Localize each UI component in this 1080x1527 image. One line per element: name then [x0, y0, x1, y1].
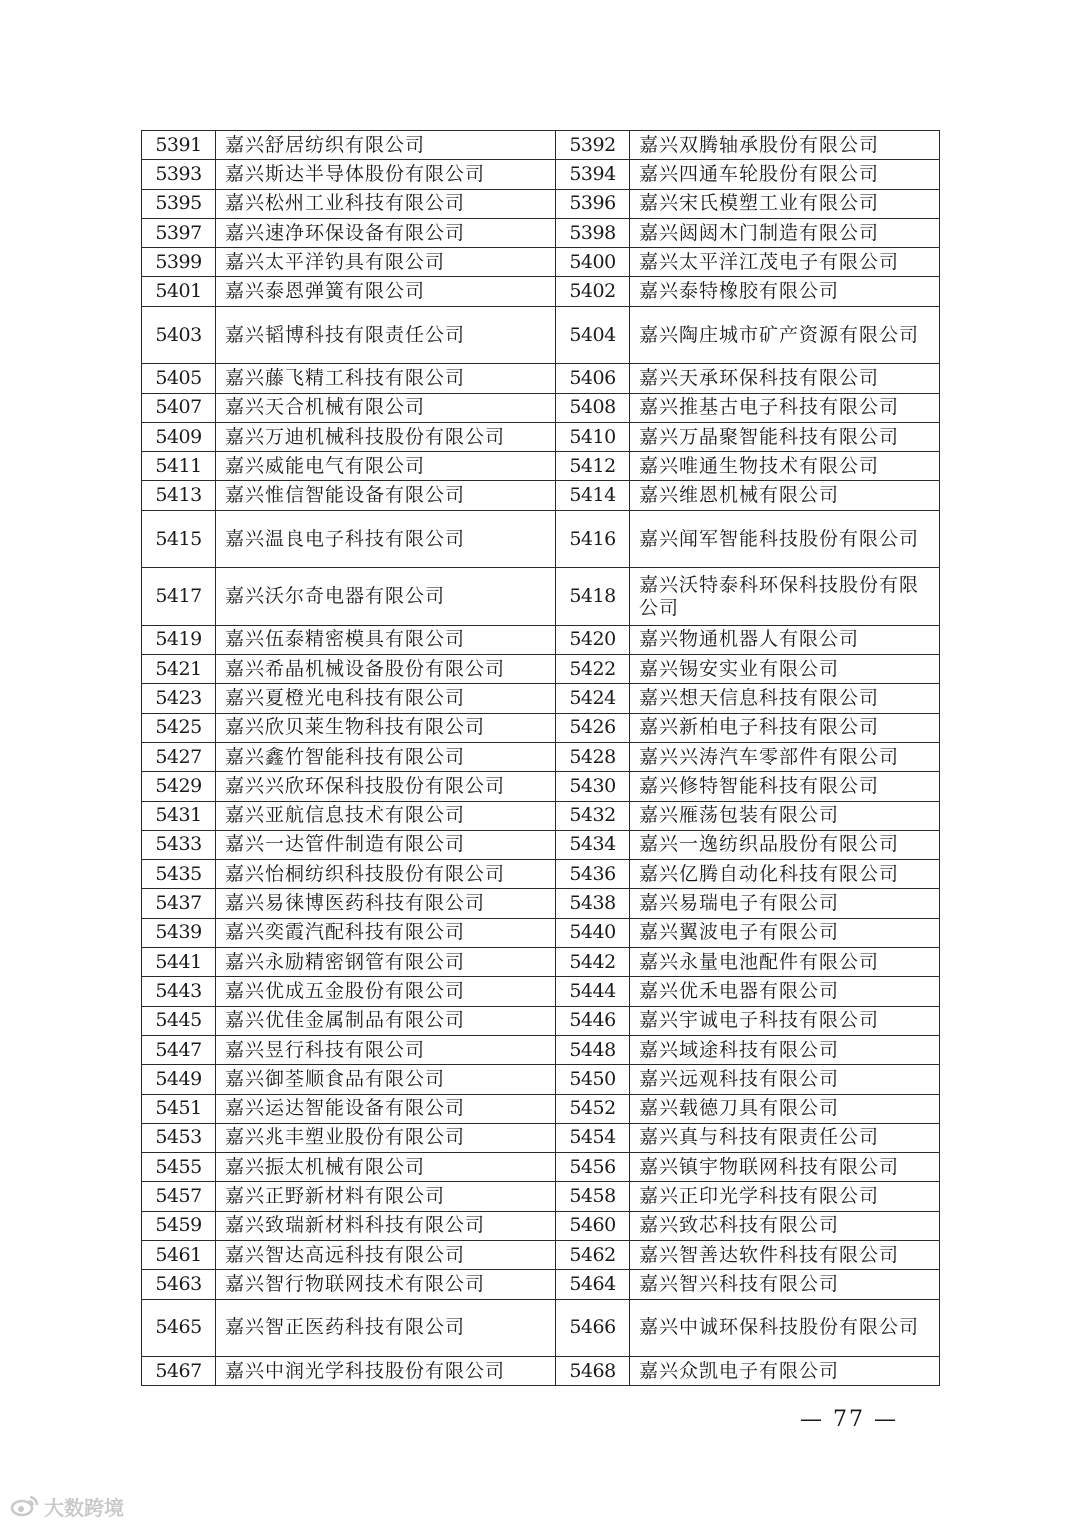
entry-number: 5447 — [142, 1035, 216, 1064]
entry-number: 5412 — [556, 452, 630, 481]
company-name: 嘉兴欣贝莱生物科技有限公司 — [216, 713, 556, 742]
table-row — [142, 1035, 940, 1064]
table-row — [142, 160, 940, 189]
company-name: 嘉兴一逸纺织品股份有限公司 — [630, 830, 940, 859]
company-name: 嘉兴万晶聚智能科技有限公司 — [630, 422, 940, 451]
company-name: 嘉兴真与科技有限责任公司 — [630, 1123, 940, 1152]
table-row — [142, 481, 940, 510]
weibo-logo-icon — [10, 1494, 40, 1518]
entry-number: 5445 — [142, 1006, 216, 1035]
table-row — [142, 364, 940, 393]
table-row — [142, 568, 940, 626]
entry-number: 5449 — [142, 1065, 216, 1094]
entry-number: 5394 — [556, 160, 630, 189]
entry-number: 5399 — [142, 248, 216, 277]
page-number: — 77 — — [800, 1407, 898, 1432]
table-row — [142, 860, 940, 889]
company-name: 嘉兴正野新材料有限公司 — [216, 1182, 556, 1211]
table-row — [142, 1211, 940, 1240]
company-name: 嘉兴智善达软件科技有限公司 — [630, 1241, 940, 1270]
company-name: 嘉兴速净环保设备有限公司 — [216, 218, 556, 247]
company-name: 嘉兴藤飞精工科技有限公司 — [216, 364, 556, 393]
entry-number: 5429 — [142, 772, 216, 801]
company-name: 嘉兴致芯科技有限公司 — [630, 1211, 940, 1240]
entry-number: 5417 — [142, 568, 216, 626]
entry-number: 5408 — [556, 393, 630, 422]
company-name: 嘉兴中润光学科技股份有限公司 — [216, 1357, 556, 1386]
table-row — [142, 742, 940, 771]
entry-number: 5444 — [556, 977, 630, 1006]
company-name: 嘉兴怡桐纺织科技股份有限公司 — [216, 860, 556, 889]
entry-number: 5396 — [556, 189, 630, 218]
table-row — [142, 131, 940, 160]
entry-number: 5440 — [556, 918, 630, 947]
company-name: 嘉兴一达管件制造有限公司 — [216, 830, 556, 859]
table-row — [142, 510, 940, 568]
entry-number: 5407 — [142, 393, 216, 422]
entry-number: 5398 — [556, 218, 630, 247]
entry-number: 5411 — [142, 452, 216, 481]
company-name: 嘉兴昱行科技有限公司 — [216, 1035, 556, 1064]
company-name: 嘉兴物通机器人有限公司 — [630, 625, 940, 654]
entry-number: 5434 — [556, 830, 630, 859]
company-name: 嘉兴修特智能科技有限公司 — [630, 772, 940, 801]
company-name: 嘉兴智行物联网技术有限公司 — [216, 1270, 556, 1299]
company-name: 嘉兴沃特泰科环保科技股份有限公司 — [630, 568, 940, 626]
table-row — [142, 277, 940, 306]
entry-number: 5454 — [556, 1123, 630, 1152]
entry-number: 5446 — [556, 1006, 630, 1035]
entry-number: 5443 — [142, 977, 216, 1006]
company-name: 嘉兴惟信智能设备有限公司 — [216, 481, 556, 510]
entry-number: 5451 — [142, 1094, 216, 1123]
company-name: 嘉兴新柏电子科技有限公司 — [630, 713, 940, 742]
company-name: 嘉兴斯达半导体股份有限公司 — [216, 160, 556, 189]
company-name: 嘉兴优禾电器有限公司 — [630, 977, 940, 1006]
company-name: 嘉兴中诚环保科技股份有限公司 — [630, 1299, 940, 1357]
company-name: 嘉兴振太机械有限公司 — [216, 1153, 556, 1182]
company-name: 嘉兴运达智能设备有限公司 — [216, 1094, 556, 1123]
company-name: 嘉兴万迪机械科技股份有限公司 — [216, 422, 556, 451]
entry-number: 5421 — [142, 655, 216, 684]
company-name: 嘉兴闻军智能科技股份有限公司 — [630, 510, 940, 568]
watermark-text: 大数跨境 — [44, 1495, 124, 1520]
company-name: 嘉兴天合机械有限公司 — [216, 393, 556, 422]
table-row — [142, 1094, 940, 1123]
company-name: 嘉兴陶庄城市矿产资源有限公司 — [630, 306, 940, 364]
watermark — [10, 1492, 124, 1520]
company-name: 嘉兴致瑞新材料科技有限公司 — [216, 1211, 556, 1240]
table-row — [142, 830, 940, 859]
company-name: 嘉兴泰特橡胶有限公司 — [630, 277, 940, 306]
entry-number: 5401 — [142, 277, 216, 306]
table-row — [142, 1299, 940, 1357]
company-name: 嘉兴智正医药科技有限公司 — [216, 1299, 556, 1357]
company-name: 嘉兴兴欣环保科技股份有限公司 — [216, 772, 556, 801]
entry-number: 5441 — [142, 948, 216, 977]
entry-number: 5437 — [142, 889, 216, 918]
table-row — [142, 1006, 940, 1035]
company-name: 嘉兴远观科技有限公司 — [630, 1065, 940, 1094]
entry-number: 5455 — [142, 1153, 216, 1182]
company-name: 嘉兴泰恩弹簧有限公司 — [216, 277, 556, 306]
entry-number: 5400 — [556, 248, 630, 277]
entry-number: 5410 — [556, 422, 630, 451]
entry-number: 5466 — [556, 1299, 630, 1357]
entry-number: 5424 — [556, 684, 630, 713]
entry-number: 5403 — [142, 306, 216, 364]
company-name: 嘉兴雁荡包装有限公司 — [630, 801, 940, 830]
company-name: 嘉兴宇诚电子科技有限公司 — [630, 1006, 940, 1035]
company-name: 嘉兴优佳金属制品有限公司 — [216, 1006, 556, 1035]
table-row — [142, 1270, 940, 1299]
entry-number: 5448 — [556, 1035, 630, 1064]
company-name: 嘉兴双腾轴承股份有限公司 — [630, 131, 940, 160]
entry-number: 5460 — [556, 1211, 630, 1240]
company-name: 嘉兴正印光学科技有限公司 — [630, 1182, 940, 1211]
entry-number: 5395 — [142, 189, 216, 218]
company-name: 嘉兴沃尔奇电器有限公司 — [216, 568, 556, 626]
entry-number: 5435 — [142, 860, 216, 889]
company-name: 嘉兴唯通生物技术有限公司 — [630, 452, 940, 481]
entry-number: 5442 — [556, 948, 630, 977]
entry-number: 5433 — [142, 830, 216, 859]
entry-number: 5426 — [556, 713, 630, 742]
entry-number: 5402 — [556, 277, 630, 306]
table-row — [142, 1357, 940, 1386]
entry-number: 5423 — [142, 684, 216, 713]
company-name: 嘉兴天承环保科技有限公司 — [630, 364, 940, 393]
company-name: 嘉兴域途科技有限公司 — [630, 1035, 940, 1064]
company-name: 嘉兴御荃顺食品有限公司 — [216, 1065, 556, 1094]
company-name: 嘉兴舒居纺织有限公司 — [216, 131, 556, 160]
company-name: 嘉兴翼波电子有限公司 — [630, 918, 940, 947]
company-name: 嘉兴推基古电子科技有限公司 — [630, 393, 940, 422]
company-name: 嘉兴锡安实业有限公司 — [630, 655, 940, 684]
company-name: 嘉兴威能电气有限公司 — [216, 452, 556, 481]
company-name: 嘉兴兆丰塑业股份有限公司 — [216, 1123, 556, 1152]
table-row — [142, 772, 940, 801]
table-row — [142, 1123, 940, 1152]
company-name: 嘉兴闼闼木门制造有限公司 — [630, 218, 940, 247]
table-row — [142, 1182, 940, 1211]
entry-number: 5468 — [556, 1357, 630, 1386]
company-name: 嘉兴兴涛汽车零部件有限公司 — [630, 742, 940, 771]
entry-number: 5456 — [556, 1153, 630, 1182]
table-row — [142, 713, 940, 742]
company-name: 嘉兴韬博科技有限责任公司 — [216, 306, 556, 364]
company-name: 嘉兴亿腾自动化科技有限公司 — [630, 860, 940, 889]
entry-number: 5465 — [142, 1299, 216, 1357]
table-row — [142, 948, 940, 977]
entry-number: 5461 — [142, 1241, 216, 1270]
table-row — [142, 452, 940, 481]
entry-number: 5415 — [142, 510, 216, 568]
table-row — [142, 684, 940, 713]
entry-number: 5463 — [142, 1270, 216, 1299]
entry-number: 5450 — [556, 1065, 630, 1094]
entry-number: 5393 — [142, 160, 216, 189]
entry-number: 5458 — [556, 1182, 630, 1211]
company-name: 嘉兴奕霞汽配科技有限公司 — [216, 918, 556, 947]
entry-number: 5418 — [556, 568, 630, 626]
company-name: 嘉兴四通车轮股份有限公司 — [630, 160, 940, 189]
entry-number: 5427 — [142, 742, 216, 771]
entry-number: 5459 — [142, 1211, 216, 1240]
entry-number: 5419 — [142, 625, 216, 654]
entry-number: 5391 — [142, 131, 216, 160]
table-row — [142, 918, 940, 947]
entry-number: 5430 — [556, 772, 630, 801]
entry-number: 5414 — [556, 481, 630, 510]
company-name: 嘉兴松州工业科技有限公司 — [216, 189, 556, 218]
table-row — [142, 393, 940, 422]
entry-number: 5467 — [142, 1357, 216, 1386]
entry-number: 5413 — [142, 481, 216, 510]
table-row — [142, 1065, 940, 1094]
entry-number: 5416 — [556, 510, 630, 568]
company-name: 嘉兴易瑞电子有限公司 — [630, 889, 940, 918]
entry-number: 5438 — [556, 889, 630, 918]
company-name: 嘉兴想天信息科技有限公司 — [630, 684, 940, 713]
table-row — [142, 889, 940, 918]
company-name: 嘉兴宋氏模塑工业有限公司 — [630, 189, 940, 218]
entry-number: 5422 — [556, 655, 630, 684]
company-name: 嘉兴鑫竹智能科技有限公司 — [216, 742, 556, 771]
company-name: 嘉兴众凯电子有限公司 — [630, 1357, 940, 1386]
company-name: 嘉兴优成五金股份有限公司 — [216, 977, 556, 1006]
company-name: 嘉兴太平洋江茂电子有限公司 — [630, 248, 940, 277]
entry-number: 5439 — [142, 918, 216, 947]
company-name: 嘉兴伍泰精密模具有限公司 — [216, 625, 556, 654]
entry-number: 5404 — [556, 306, 630, 364]
company-list-table — [141, 130, 940, 1386]
entry-number: 5425 — [142, 713, 216, 742]
company-name: 嘉兴永量电池配件有限公司 — [630, 948, 940, 977]
company-name: 嘉兴智达高远科技有限公司 — [216, 1241, 556, 1270]
company-name: 嘉兴温良电子科技有限公司 — [216, 510, 556, 568]
entry-number: 5431 — [142, 801, 216, 830]
table-row — [142, 801, 940, 830]
entry-number: 5420 — [556, 625, 630, 654]
table-row — [142, 422, 940, 451]
entry-number: 5436 — [556, 860, 630, 889]
company-name: 嘉兴智兴科技有限公司 — [630, 1270, 940, 1299]
entry-number: 5409 — [142, 422, 216, 451]
table-row — [142, 1153, 940, 1182]
entry-number: 5453 — [142, 1123, 216, 1152]
entry-number: 5428 — [556, 742, 630, 771]
table-row — [142, 1241, 940, 1270]
company-name: 嘉兴亚航信息技术有限公司 — [216, 801, 556, 830]
entry-number: 5405 — [142, 364, 216, 393]
table-row — [142, 189, 940, 218]
entry-number: 5392 — [556, 131, 630, 160]
entry-number: 5397 — [142, 218, 216, 247]
entry-number: 5464 — [556, 1270, 630, 1299]
company-name: 嘉兴夏橙光电科技有限公司 — [216, 684, 556, 713]
table-row — [142, 248, 940, 277]
table-row — [142, 218, 940, 247]
table-body — [142, 131, 940, 1386]
entry-number: 5452 — [556, 1094, 630, 1123]
table-row — [142, 306, 940, 364]
company-name: 嘉兴维恩机械有限公司 — [630, 481, 940, 510]
table-row — [142, 655, 940, 684]
entry-number: 5406 — [556, 364, 630, 393]
company-name: 嘉兴永励精密钢管有限公司 — [216, 948, 556, 977]
company-name: 嘉兴太平洋钓具有限公司 — [216, 248, 556, 277]
entry-number: 5462 — [556, 1241, 630, 1270]
table-row — [142, 625, 940, 654]
table-row — [142, 977, 940, 1006]
entry-number: 5432 — [556, 801, 630, 830]
company-name: 嘉兴载德刀具有限公司 — [630, 1094, 940, 1123]
company-name: 嘉兴镇宇物联网科技有限公司 — [630, 1153, 940, 1182]
entry-number: 5457 — [142, 1182, 216, 1211]
company-name: 嘉兴希晶机械设备股份有限公司 — [216, 655, 556, 684]
company-name: 嘉兴易徕博医药科技有限公司 — [216, 889, 556, 918]
